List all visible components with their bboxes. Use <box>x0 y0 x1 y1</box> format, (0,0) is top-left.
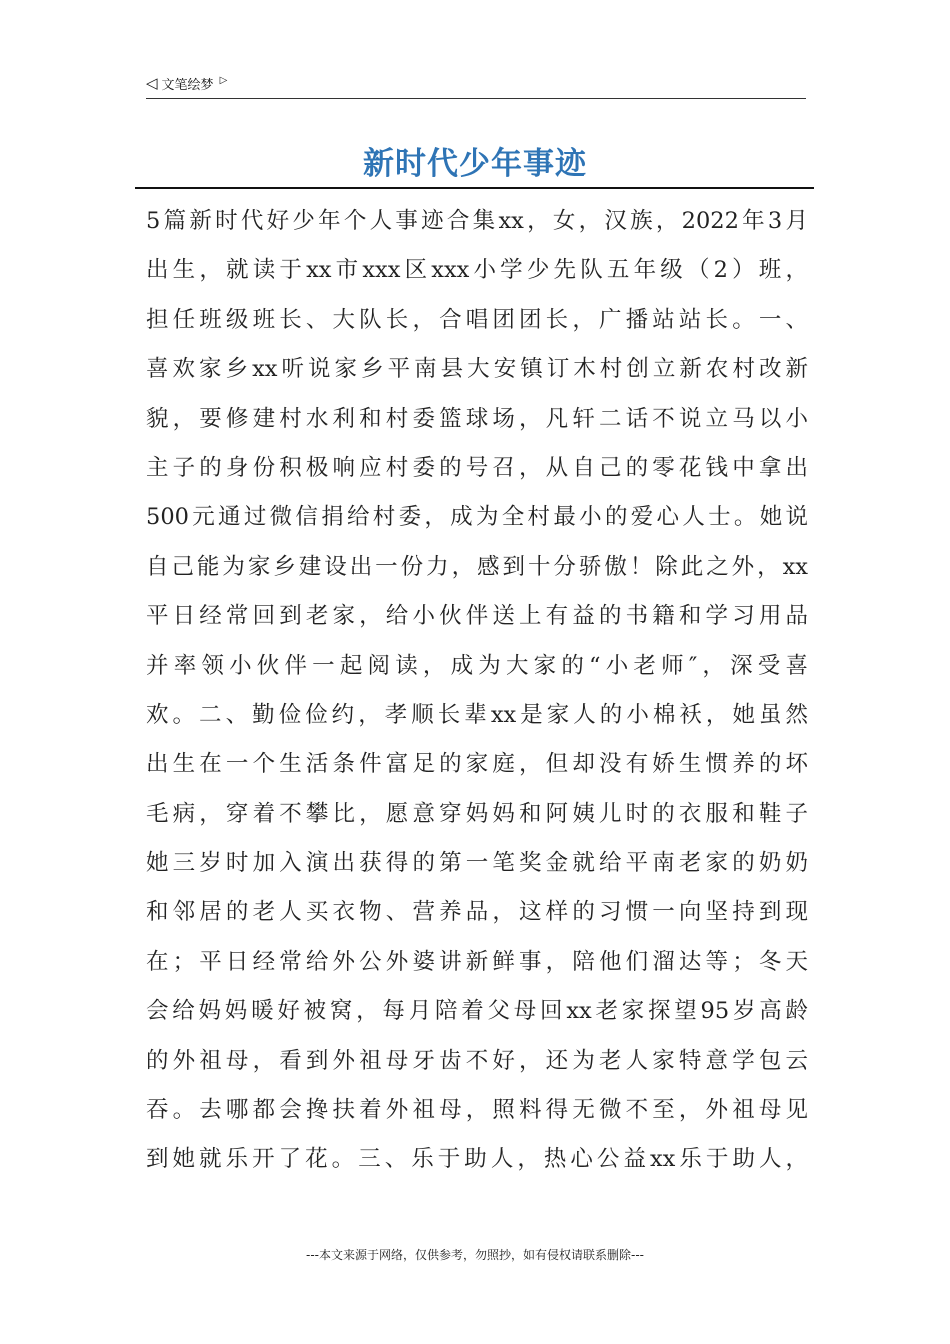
brand-name: 文笔绘梦 <box>161 78 214 93</box>
body-line: 的外祖母，看到外祖母牙齿不好，还为老人家特意学包云 <box>146 1047 808 1074</box>
body-line: 平日经常回到老家，给小伙伴送上有益的书籍和学习用品 <box>146 603 808 630</box>
body-line: 担任班级班长、大队长，合唱团团长，广播站站长。一、 <box>146 306 808 333</box>
body-line: 会给妈妈暖好被窝，每月陪着父母回xx老家探望95岁高龄 <box>146 998 808 1025</box>
body-line: 出生，就读于xx市xxx区xxx小学少先队五年级（2）班， <box>146 257 808 284</box>
header-brand <box>146 74 227 93</box>
footer-notice: ---本文来源于网络，仅供参考，勿照抄，如有侵权请联系删除--- <box>306 1248 644 1262</box>
body-line: 500元通过微信捐给村委，成为全村最小的爱心人士。她说 <box>146 504 808 531</box>
body-line: 出生在一个生活条件富足的家庭，但却没有娇生惯养的坏 <box>146 751 808 778</box>
body-line: 貌，要修建村水利和村委篮球场，凡轩二话不说立马以小 <box>146 405 808 432</box>
body-line: 和邻居的老人买衣物、营养品，这样的习惯一向坚持到现 <box>146 899 808 926</box>
body-line: 到她就乐开了花。三、乐于助人，热心公益xx乐于助人， <box>146 1146 808 1173</box>
right-triangle-icon: ▷ <box>219 74 228 86</box>
page-header <box>146 70 806 99</box>
body-line: 主子的身份积极响应村委的号召，从自己的零花钱中拿出 <box>146 454 808 481</box>
left-triangle-icon: ◁ <box>146 74 158 92</box>
body-line: 在；平日经常给外公外婆讲新鲜事，陪他们溜达等；冬天 <box>146 948 808 975</box>
body-line: 5篇新时代好少年个人事迹合集xx，女，汉族，2022年3月 <box>146 208 808 234</box>
body-line: 自己能为家乡建设出一份力，感到十分骄傲！除此之外，xx <box>146 553 808 580</box>
body-line: 吞。去哪都会搀扶着外祖母，照料得无微不至，外祖母见 <box>146 1097 808 1124</box>
body-line: 她三岁时加入演出获得的第一笔奖金就给平南老家的奶奶 <box>146 850 808 877</box>
title-divider <box>135 187 814 189</box>
document-title: 新时代少年事迹 <box>363 146 587 182</box>
body-line: 喜欢家乡xx听说家乡平南县大安镇订木村创立新农村改新 <box>146 356 808 383</box>
body-line: 欢。二、勤俭俭约，孝顺长辈xx是家人的小棉袄，她虽然 <box>146 701 808 728</box>
body-line: 毛病，穿着不攀比，愿意穿妈妈和阿姨儿时的衣服和鞋子 <box>146 800 808 827</box>
document-body <box>146 197 808 1185</box>
body-line: 并率领小伙伴一起阅读，成为大家的“小老师″，深受喜 <box>146 652 808 679</box>
